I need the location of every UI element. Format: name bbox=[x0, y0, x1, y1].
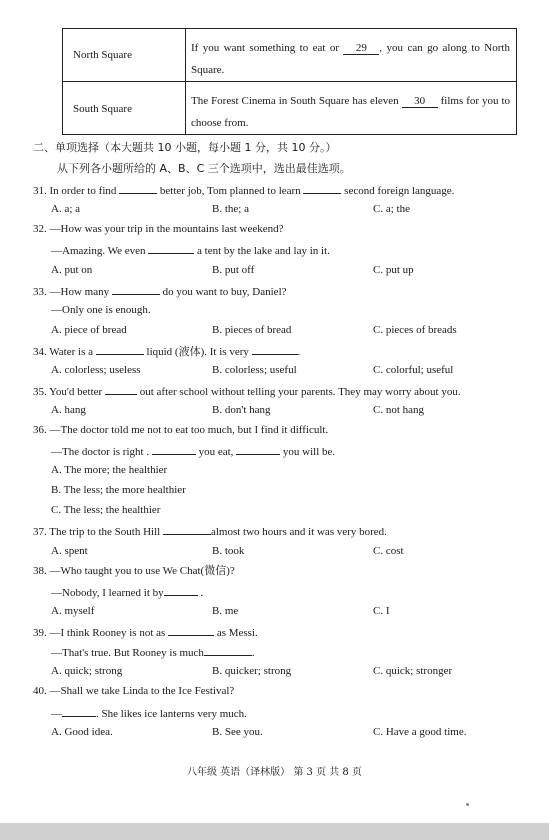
question-text: 37. The trip to the South Hill bbox=[33, 526, 163, 538]
option-a: A. piece of bread bbox=[51, 324, 127, 336]
table-row-north bbox=[63, 29, 516, 82]
question-37 bbox=[33, 524, 387, 539]
question-text: you eat, bbox=[195, 446, 237, 458]
question-text: —Amazing. We even bbox=[51, 245, 149, 257]
answer-blank bbox=[252, 344, 298, 355]
question-text: out after school without telling your parents. They may worry about you. bbox=[136, 386, 461, 398]
option-b: B. put off bbox=[212, 264, 255, 276]
question-text: . bbox=[197, 587, 204, 599]
question-36: 36. —The doctor told me not to eat too much, but I find it difficult. bbox=[33, 424, 329, 436]
answer-blank-29: 29 bbox=[343, 42, 379, 55]
place-description bbox=[191, 37, 510, 81]
option-b: B. See you. bbox=[212, 726, 263, 738]
option-c: C. colorful; useful bbox=[373, 364, 454, 376]
question-text: 34. Water is a bbox=[33, 346, 96, 358]
option-c: C. put up bbox=[373, 264, 414, 276]
option-b: B. don't hang bbox=[212, 404, 271, 416]
answer-blank bbox=[112, 284, 160, 295]
scan-bottom-border bbox=[0, 823, 549, 840]
option-a: A. Good idea. bbox=[51, 726, 113, 738]
answer-blank bbox=[164, 585, 198, 596]
question-31 bbox=[33, 183, 454, 198]
question-text: better job, Tom planned to learn bbox=[157, 185, 304, 197]
option-b: B. took bbox=[212, 545, 245, 557]
option-b: B. pieces of bread bbox=[212, 324, 292, 336]
option-b: B. the; a bbox=[212, 203, 249, 215]
question-text: as Messi. bbox=[214, 627, 258, 639]
option-b: B. quicker; strong bbox=[212, 665, 292, 677]
question-text: — bbox=[51, 708, 62, 720]
answer-blank bbox=[119, 183, 157, 194]
answer-blank bbox=[62, 706, 96, 717]
answer-blank bbox=[148, 243, 194, 254]
option-c: C. The less; the healthier bbox=[51, 504, 161, 516]
page-footer: 八年级 英语（译林版） 第 3 页 共 8 页 bbox=[187, 767, 362, 778]
question-text: 39. —I think Rooney is not as bbox=[33, 627, 169, 639]
question-35 bbox=[33, 384, 461, 399]
answer-blank bbox=[152, 444, 196, 455]
question-text: . She likes ice lanterns very much. bbox=[96, 708, 247, 720]
answer-blank bbox=[303, 183, 341, 194]
column-divider bbox=[185, 29, 186, 81]
question-38: 38. —Who taught you to use We Chat(微信)? bbox=[33, 565, 235, 577]
answer-blank bbox=[163, 524, 211, 535]
description-text: If you want something to eat or bbox=[191, 42, 344, 54]
option-b: B. me bbox=[212, 605, 239, 617]
question-33 bbox=[33, 284, 287, 299]
answer-blank bbox=[168, 625, 214, 636]
question-33-line2: —Only one is enough. bbox=[51, 304, 151, 316]
question-text: a tent by the lake and lay in it. bbox=[194, 245, 330, 257]
description-text: The Forest Cinema in South Square has eleven bbox=[191, 95, 402, 107]
question-text: you will be. bbox=[280, 446, 336, 458]
question-text: . bbox=[251, 647, 255, 659]
option-a: A. colorless; useless bbox=[51, 364, 141, 376]
section-title: 二、单项选择（本大题共 10 小题，每小题 1 分，共 10 分。） bbox=[33, 141, 337, 154]
question-text: liquid (液体). It is very bbox=[143, 346, 252, 358]
question-36-line2 bbox=[51, 444, 335, 459]
question-32: 32. —How was your trip in the mountains last weekend? bbox=[33, 223, 284, 235]
question-34 bbox=[33, 344, 300, 359]
option-a: A. quick; strong bbox=[51, 665, 123, 677]
place-name: North Square bbox=[73, 49, 132, 61]
question-text: almost two hours and it was very bored. bbox=[210, 526, 387, 538]
question-32-line2 bbox=[51, 243, 330, 258]
description-text: , you can go along to North Square. bbox=[191, 42, 510, 76]
answer-blank bbox=[96, 344, 144, 355]
table-row-south bbox=[63, 82, 516, 135]
description-text: films for you to choose from. bbox=[191, 95, 510, 129]
option-c: C. quick; stronger bbox=[373, 665, 453, 677]
question-text: 31. In order to find bbox=[33, 185, 120, 197]
option-b: B. colorless; useful bbox=[212, 364, 297, 376]
question-text: —That's true. But Rooney is much bbox=[51, 647, 204, 659]
section-instruction: 从下列各小题所给的 A、B、C 三个选项中，选出最佳选项。 bbox=[57, 162, 351, 175]
question-38-line2 bbox=[51, 585, 203, 600]
question-39-line2 bbox=[51, 645, 255, 660]
answer-blank-30: 30 bbox=[402, 95, 438, 108]
question-text: do you want to buy, Daniel? bbox=[159, 286, 287, 298]
option-a: A. The more; the healthier bbox=[51, 464, 168, 476]
option-a: A. a; a bbox=[51, 203, 81, 215]
question-text: . bbox=[297, 346, 301, 358]
option-c: C. I bbox=[373, 605, 390, 617]
question-39 bbox=[33, 625, 258, 640]
squares-table bbox=[62, 28, 517, 135]
question-40: 40. —Shall we take Linda to the Ice Festival? bbox=[33, 685, 235, 697]
option-c: C. not hang bbox=[373, 404, 425, 416]
option-a: A. myself bbox=[51, 605, 95, 617]
option-c: C. pieces of breads bbox=[373, 324, 457, 336]
question-text: 33. —How many bbox=[33, 286, 112, 298]
option-b: B. The less; the more healthier bbox=[51, 484, 186, 496]
option-a: A. put on bbox=[51, 264, 93, 276]
option-a: A. hang bbox=[51, 404, 86, 416]
place-name: South Square bbox=[73, 102, 132, 115]
question-text: —The doctor is right . bbox=[51, 446, 152, 458]
question-text: second foreign language. bbox=[341, 185, 455, 197]
option-a: A. spent bbox=[51, 545, 88, 557]
option-c: C. a; the bbox=[373, 203, 410, 215]
option-c: C. Have a good time. bbox=[373, 726, 467, 738]
scan-speck bbox=[466, 803, 469, 806]
question-text: 35. You'd better bbox=[33, 386, 105, 398]
place-description bbox=[191, 90, 510, 134]
answer-blank bbox=[204, 645, 252, 656]
answer-blank bbox=[105, 384, 137, 395]
option-c: C. cost bbox=[373, 545, 404, 557]
question-text: —Nobody, I learned it by bbox=[51, 587, 164, 599]
answer-blank bbox=[236, 444, 280, 455]
column-divider bbox=[185, 82, 186, 135]
question-40-line2 bbox=[51, 706, 247, 721]
